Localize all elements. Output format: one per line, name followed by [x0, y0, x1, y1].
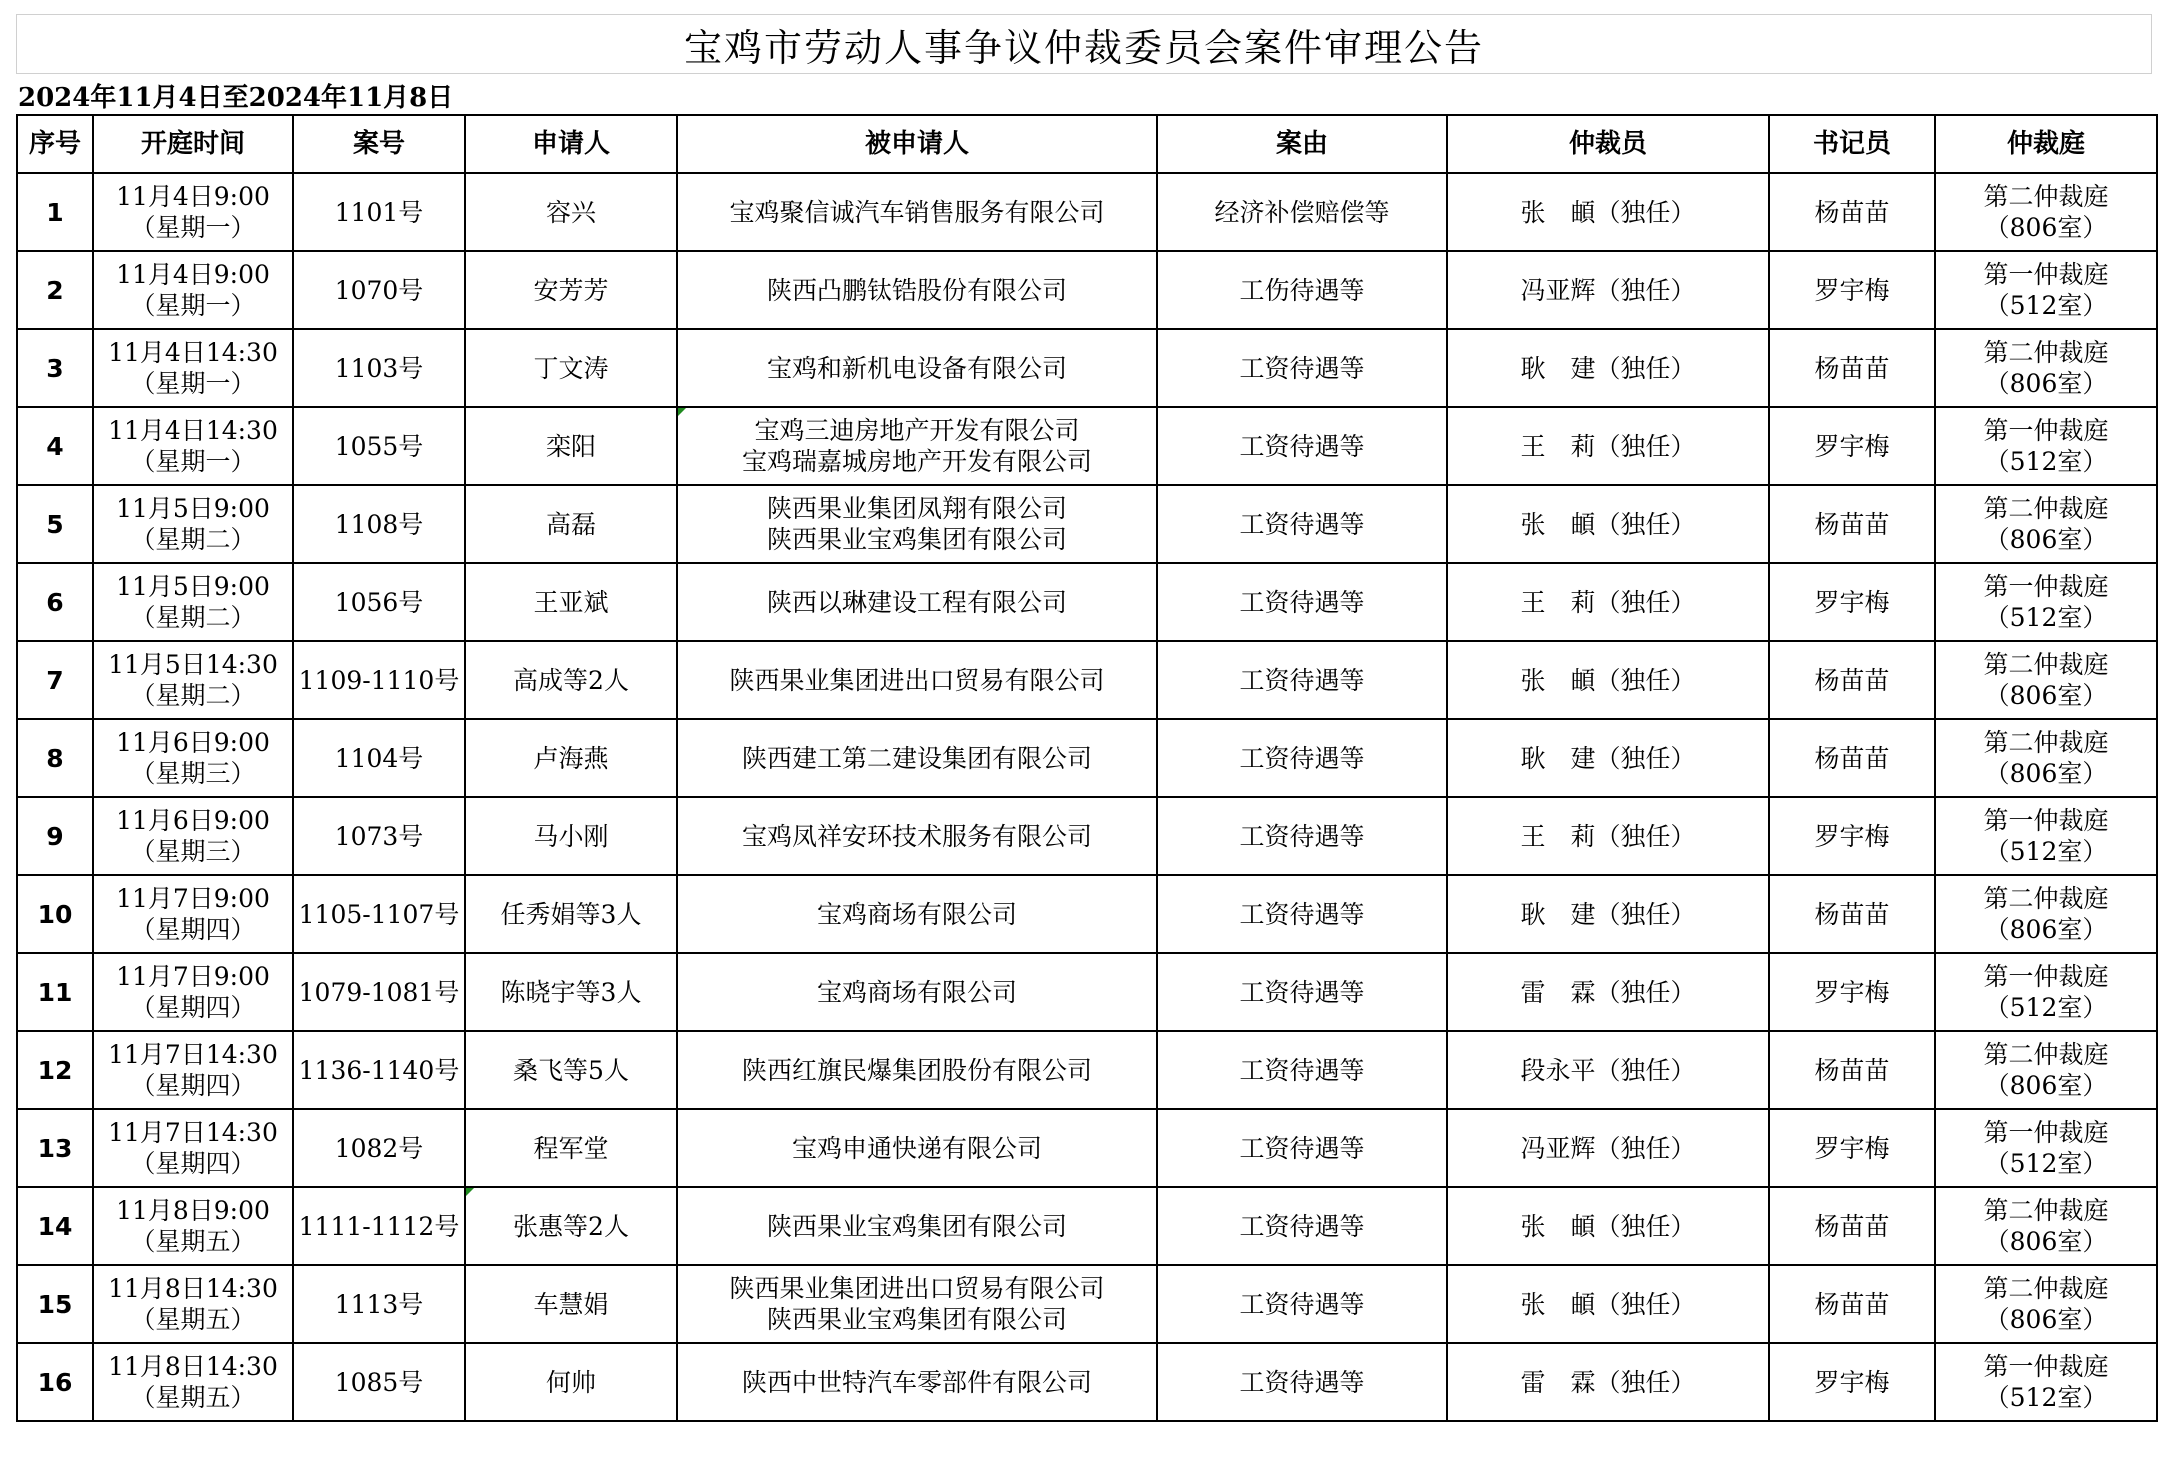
respondent: [677, 1187, 1157, 1265]
clerk: 罗宇梅: [1769, 407, 1935, 485]
case-table: [16, 114, 2158, 1422]
respondent: [677, 563, 1157, 641]
hearing-weekday: （星期四）: [130, 915, 256, 944]
tribunal-room: （512室）: [1984, 291, 2108, 320]
tribunal: [1935, 641, 2157, 719]
hearing-date-time: 11月4日9:00: [116, 182, 270, 211]
tribunal-name: 第一仲裁庭: [1983, 572, 2109, 601]
respondent: [677, 1343, 1157, 1421]
case-reason: 工资待遇等: [1157, 1109, 1447, 1187]
tribunal-room: （512室）: [1984, 447, 2108, 476]
case-reason: 工伤待遇等: [1157, 251, 1447, 329]
clerk: 罗宇梅: [1769, 251, 1935, 329]
hearing-date-time: 11月8日9:00: [116, 1196, 270, 1225]
applicant: 栾阳: [465, 407, 677, 485]
arbitrator: 张 頔（独任）: [1447, 1265, 1769, 1343]
hearing-weekday: （星期一）: [130, 369, 256, 398]
hearing-time: [93, 953, 293, 1031]
col-header-applicant: 申请人: [465, 115, 677, 173]
tribunal-name: 第二仲裁庭: [1983, 1040, 2109, 1069]
respondent: [677, 1031, 1157, 1109]
table-row: [17, 329, 2157, 407]
arbitrator: 王 莉（独任）: [1447, 797, 1769, 875]
clerk: 罗宇梅: [1769, 563, 1935, 641]
hearing-weekday: （星期五）: [130, 1383, 256, 1412]
hearing-date-time: 11月8日14:30: [108, 1352, 278, 1381]
respondent-name: 宝鸡聚信诚汽车销售服务有限公司: [729, 197, 1105, 227]
row-number: 7: [17, 641, 93, 719]
respondent: [677, 641, 1157, 719]
row-number: 8: [17, 719, 93, 797]
row-number: 5: [17, 485, 93, 563]
tribunal-room: （512室）: [1984, 1149, 2108, 1178]
tribunal-name: 第二仲裁庭: [1983, 494, 2109, 523]
respondent-name: 陕西果业宝鸡集团有限公司: [766, 1305, 1067, 1334]
respondent: [677, 329, 1157, 407]
case-reason: 工资待遇等: [1157, 797, 1447, 875]
clerk: 杨苗苗: [1769, 875, 1935, 953]
hearing-weekday: （星期一）: [130, 291, 256, 320]
clerk: 罗宇梅: [1769, 1343, 1935, 1421]
tribunal-room: （806室）: [1984, 369, 2108, 398]
hearing-date-time: 11月4日14:30: [108, 416, 278, 445]
tribunal-name: 第一仲裁庭: [1983, 806, 2109, 835]
respondent-name: 宝鸡商场有限公司: [816, 977, 1017, 1007]
arbitrator: 耿 建（独任）: [1447, 329, 1769, 407]
table-row: [17, 407, 2157, 485]
tribunal: [1935, 1265, 2157, 1343]
case-number: 1113号: [293, 1265, 465, 1343]
clerk: 罗宇梅: [1769, 797, 1935, 875]
hearing-time: [93, 875, 293, 953]
arbitrator: 冯亚辉（独任）: [1447, 251, 1769, 329]
applicant: 程军堂: [465, 1109, 677, 1187]
table-row: [17, 797, 2157, 875]
hearing-date-time: 11月4日9:00: [116, 260, 270, 289]
applicant: 容兴: [465, 173, 677, 251]
hearing-time: [93, 329, 293, 407]
tribunal-room: （806室）: [1984, 525, 2108, 554]
hearing-weekday: （星期三）: [130, 759, 256, 788]
applicant: 高磊: [465, 485, 677, 563]
clerk: 杨苗苗: [1769, 485, 1935, 563]
clerk: 杨苗苗: [1769, 1265, 1935, 1343]
applicant: 张惠等2人: [465, 1187, 677, 1265]
row-number: 3: [17, 329, 93, 407]
respondent-name: 宝鸡商场有限公司: [816, 899, 1017, 929]
hearing-time: [93, 1109, 293, 1187]
tribunal-name: 第一仲裁庭: [1983, 1118, 2109, 1147]
case-number: 1104号: [293, 719, 465, 797]
table-row: [17, 563, 2157, 641]
tribunal: [1935, 329, 2157, 407]
hearing-date-time: 11月5日9:00: [116, 494, 270, 523]
hearing-date-time: 11月6日9:00: [116, 806, 270, 835]
col-header-tribunal: 仲裁庭: [1935, 115, 2157, 173]
table-row: [17, 1343, 2157, 1421]
hearing-date-time: 11月5日14:30: [108, 650, 278, 679]
row-number: 15: [17, 1265, 93, 1343]
respondent-name: 陕西凸鹏钛锆股份有限公司: [766, 275, 1067, 305]
respondent: [677, 719, 1157, 797]
tribunal-room: （806室）: [1984, 1305, 2108, 1334]
hearing-weekday: （星期五）: [130, 1227, 256, 1256]
case-reason: 工资待遇等: [1157, 1265, 1447, 1343]
case-reason: 工资待遇等: [1157, 719, 1447, 797]
arbitrator: 雷 霖（独任）: [1447, 953, 1769, 1031]
table-row: [17, 719, 2157, 797]
respondent: [677, 407, 1157, 485]
respondent: [677, 251, 1157, 329]
case-number: 1055号: [293, 407, 465, 485]
arbitrator: 张 頔（独任）: [1447, 173, 1769, 251]
tribunal: [1935, 485, 2157, 563]
arbitrator: 王 莉（独任）: [1447, 407, 1769, 485]
clerk: 杨苗苗: [1769, 1031, 1935, 1109]
tribunal: [1935, 1343, 2157, 1421]
hearing-date-time: 11月8日14:30: [108, 1274, 278, 1303]
table-row: [17, 1265, 2157, 1343]
tribunal-room: （806室）: [1984, 681, 2108, 710]
tribunal-name: 第一仲裁庭: [1983, 962, 2109, 991]
tribunal-name: 第二仲裁庭: [1983, 728, 2109, 757]
clerk: 罗宇梅: [1769, 953, 1935, 1031]
case-reason: 工资待遇等: [1157, 407, 1447, 485]
case-reason: 工资待遇等: [1157, 641, 1447, 719]
case-number: 1085号: [293, 1343, 465, 1421]
respondent: [677, 1109, 1157, 1187]
tribunal-room: （512室）: [1984, 603, 2108, 632]
hearing-weekday: （星期四）: [130, 1149, 256, 1178]
respondent: [677, 875, 1157, 953]
arbitrator: 耿 建（独任）: [1447, 875, 1769, 953]
hearing-weekday: （星期二）: [130, 681, 256, 710]
tribunal: [1935, 251, 2157, 329]
clerk: 杨苗苗: [1769, 641, 1935, 719]
hearing-time: [93, 719, 293, 797]
hearing-time: [93, 797, 293, 875]
respondent-name: 宝鸡申通快递有限公司: [791, 1133, 1042, 1163]
hearing-time: [93, 1187, 293, 1265]
applicant: 任秀娟等3人: [465, 875, 677, 953]
hearing-weekday: （星期四）: [130, 1071, 256, 1100]
row-number: 13: [17, 1109, 93, 1187]
table-row: [17, 875, 2157, 953]
respondent: [677, 953, 1157, 1031]
tribunal-name: 第二仲裁庭: [1983, 182, 2109, 211]
table-row: [17, 251, 2157, 329]
table-row: [17, 953, 2157, 1031]
table-row: [17, 485, 2157, 563]
hearing-time: [93, 407, 293, 485]
case-reason: 工资待遇等: [1157, 563, 1447, 641]
col-header-arbitrator: 仲裁员: [1447, 115, 1769, 173]
hearing-weekday: （星期四）: [130, 993, 256, 1022]
hearing-time: [93, 1265, 293, 1343]
case-reason: 工资待遇等: [1157, 329, 1447, 407]
applicant: 马小刚: [465, 797, 677, 875]
respondent-name: 陕西果业宝鸡集团有限公司: [766, 525, 1067, 554]
tribunal-name: 第二仲裁庭: [1983, 650, 2109, 679]
tribunal-room: （512室）: [1984, 837, 2108, 866]
arbitrator: 段永平（独任）: [1447, 1031, 1769, 1109]
arbitrator: 冯亚辉（独任）: [1447, 1109, 1769, 1187]
hearing-date-time: 11月5日9:00: [116, 572, 270, 601]
hearing-weekday: （星期一）: [130, 447, 256, 476]
row-number: 2: [17, 251, 93, 329]
respondent-name: 宝鸡瑞嘉城房地产开发有限公司: [741, 447, 1092, 476]
hearing-time: [93, 251, 293, 329]
col-header-case-no: 案号: [293, 115, 465, 173]
date-range: 2024年11月4日至2024年11月8日: [18, 82, 454, 113]
arbitrator: 张 頔（独任）: [1447, 641, 1769, 719]
case-reason: 工资待遇等: [1157, 953, 1447, 1031]
tribunal: [1935, 563, 2157, 641]
respondent-name: 宝鸡三迪房地产开发有限公司: [754, 416, 1080, 445]
applicant: 卢海燕: [465, 719, 677, 797]
row-number: 16: [17, 1343, 93, 1421]
clerk: 罗宇梅: [1769, 1109, 1935, 1187]
row-number: 14: [17, 1187, 93, 1265]
respondent-name: 陕西以琳建设工程有限公司: [766, 587, 1067, 617]
table-row: [17, 1109, 2157, 1187]
respondent-name: 陕西建工第二建设集团有限公司: [741, 743, 1092, 773]
tribunal: [1935, 1031, 2157, 1109]
case-number: 1073号: [293, 797, 465, 875]
tribunal: [1935, 875, 2157, 953]
hearing-date-time: 11月4日14:30: [108, 338, 278, 367]
case-number: 1108号: [293, 485, 465, 563]
case-reason: 工资待遇等: [1157, 875, 1447, 953]
hearing-weekday: （星期二）: [130, 525, 256, 554]
applicant: 陈晓宇等3人: [465, 953, 677, 1031]
hearing-time: [93, 1031, 293, 1109]
col-header-reason: 案由: [1157, 115, 1447, 173]
hearing-date-time: 11月7日9:00: [116, 884, 270, 913]
arbitrator: 王 莉（独任）: [1447, 563, 1769, 641]
hearing-weekday: （星期五）: [130, 1305, 256, 1334]
case-number: 1056号: [293, 563, 465, 641]
hearing-weekday: （星期二）: [130, 603, 256, 632]
col-header-no: 序号: [17, 115, 93, 173]
arbitrator: 耿 建（独任）: [1447, 719, 1769, 797]
tribunal: [1935, 953, 2157, 1031]
respondent-name: 陕西果业集团凤翔有限公司: [766, 494, 1067, 523]
applicant: 丁文涛: [465, 329, 677, 407]
tribunal: [1935, 1109, 2157, 1187]
tribunal: [1935, 1187, 2157, 1265]
respondent-name: 陕西果业集团进出口贸易有限公司: [729, 1274, 1105, 1303]
respondent: [677, 797, 1157, 875]
tribunal: [1935, 407, 2157, 485]
tribunal-room: （806室）: [1984, 1071, 2108, 1100]
applicant: 桑飞等5人: [465, 1031, 677, 1109]
tribunal-name: 第一仲裁庭: [1983, 260, 2109, 289]
tribunal: [1935, 719, 2157, 797]
case-reason: 工资待遇等: [1157, 1031, 1447, 1109]
clerk: 杨苗苗: [1769, 719, 1935, 797]
tribunal-name: 第二仲裁庭: [1983, 1196, 2109, 1225]
tribunal-room: （806室）: [1984, 759, 2108, 788]
case-reason: 工资待遇等: [1157, 1187, 1447, 1265]
hearing-time: [93, 1343, 293, 1421]
tribunal-name: 第二仲裁庭: [1983, 884, 2109, 913]
hearing-time: [93, 641, 293, 719]
tribunal-room: （806室）: [1984, 1227, 2108, 1256]
respondent: [677, 173, 1157, 251]
tribunal-room: （806室）: [1984, 915, 2108, 944]
respondent-name: 陕西红旗民爆集团股份有限公司: [741, 1055, 1092, 1085]
applicant: 安芳芳: [465, 251, 677, 329]
case-number: 1105-1107号: [293, 875, 465, 953]
respondent: [677, 485, 1157, 563]
col-header-time: 开庭时间: [93, 115, 293, 173]
applicant: 何帅: [465, 1343, 677, 1421]
hearing-time: [93, 173, 293, 251]
hearing-date-time: 11月7日9:00: [116, 962, 270, 991]
row-number: 6: [17, 563, 93, 641]
hearing-date-time: 11月6日9:00: [116, 728, 270, 757]
hearing-time: [93, 485, 293, 563]
tribunal-name: 第一仲裁庭: [1983, 416, 2109, 445]
case-reason: 经济补偿赔偿等: [1157, 173, 1447, 251]
case-number: 1070号: [293, 251, 465, 329]
hearing-date-time: 11月7日14:30: [108, 1118, 278, 1147]
arbitrator: 张 頔（独任）: [1447, 1187, 1769, 1265]
applicant: 王亚斌: [465, 563, 677, 641]
col-header-clerk: 书记员: [1769, 115, 1935, 173]
arbitrator: 张 頔（独任）: [1447, 485, 1769, 563]
case-reason: 工资待遇等: [1157, 485, 1447, 563]
tribunal-name: 第二仲裁庭: [1983, 1274, 2109, 1303]
respondent-name: 陕西中世特汽车零部件有限公司: [741, 1367, 1092, 1397]
respondent-name: 宝鸡凤祥安环技术服务有限公司: [741, 821, 1092, 851]
hearing-time: [93, 563, 293, 641]
tribunal-room: （512室）: [1984, 993, 2108, 1022]
row-number: 4: [17, 407, 93, 485]
case-number: 1103号: [293, 329, 465, 407]
table-row: [17, 173, 2157, 251]
table-row: [17, 641, 2157, 719]
clerk: 杨苗苗: [1769, 1187, 1935, 1265]
table-row: [17, 1031, 2157, 1109]
row-number: 11: [17, 953, 93, 1031]
row-number: 12: [17, 1031, 93, 1109]
col-header-respondent: 被申请人: [677, 115, 1157, 173]
case-number: 1082号: [293, 1109, 465, 1187]
case-number: 1101号: [293, 173, 465, 251]
hearing-weekday: （星期一）: [130, 213, 256, 242]
tribunal: [1935, 797, 2157, 875]
clerk: 杨苗苗: [1769, 329, 1935, 407]
row-number: 1: [17, 173, 93, 251]
tribunal-room: （512室）: [1984, 1383, 2108, 1412]
page-title: 宝鸡市劳动人事争议仲裁委员会案件审理公告: [16, 14, 2152, 74]
respondent: [677, 1265, 1157, 1343]
header-row: [17, 115, 2157, 173]
clerk: 杨苗苗: [1769, 173, 1935, 251]
tribunal-name: 第一仲裁庭: [1983, 1352, 2109, 1381]
respondent-name: 陕西果业集团进出口贸易有限公司: [729, 665, 1105, 695]
hearing-weekday: （星期三）: [130, 837, 256, 866]
row-number: 10: [17, 875, 93, 953]
tribunal-room: （806室）: [1984, 213, 2108, 242]
table-row: [17, 1187, 2157, 1265]
row-number: 9: [17, 797, 93, 875]
applicant: 车慧娟: [465, 1265, 677, 1343]
respondent-name: 陕西果业宝鸡集团有限公司: [766, 1211, 1067, 1241]
case-number: 1109-1110号: [293, 641, 465, 719]
arbitrator: 雷 霖（独任）: [1447, 1343, 1769, 1421]
respondent-name: 宝鸡和新机电设备有限公司: [766, 353, 1067, 383]
case-rows: [17, 173, 2157, 1421]
case-reason: 工资待遇等: [1157, 1343, 1447, 1421]
case-number: 1111-1112号: [293, 1187, 465, 1265]
tribunal-name: 第二仲裁庭: [1983, 338, 2109, 367]
hearing-date-time: 11月7日14:30: [108, 1040, 278, 1069]
tribunal: [1935, 173, 2157, 251]
case-number: 1079-1081号: [293, 953, 465, 1031]
applicant: 高成等2人: [465, 641, 677, 719]
case-number: 1136-1140号: [293, 1031, 465, 1109]
